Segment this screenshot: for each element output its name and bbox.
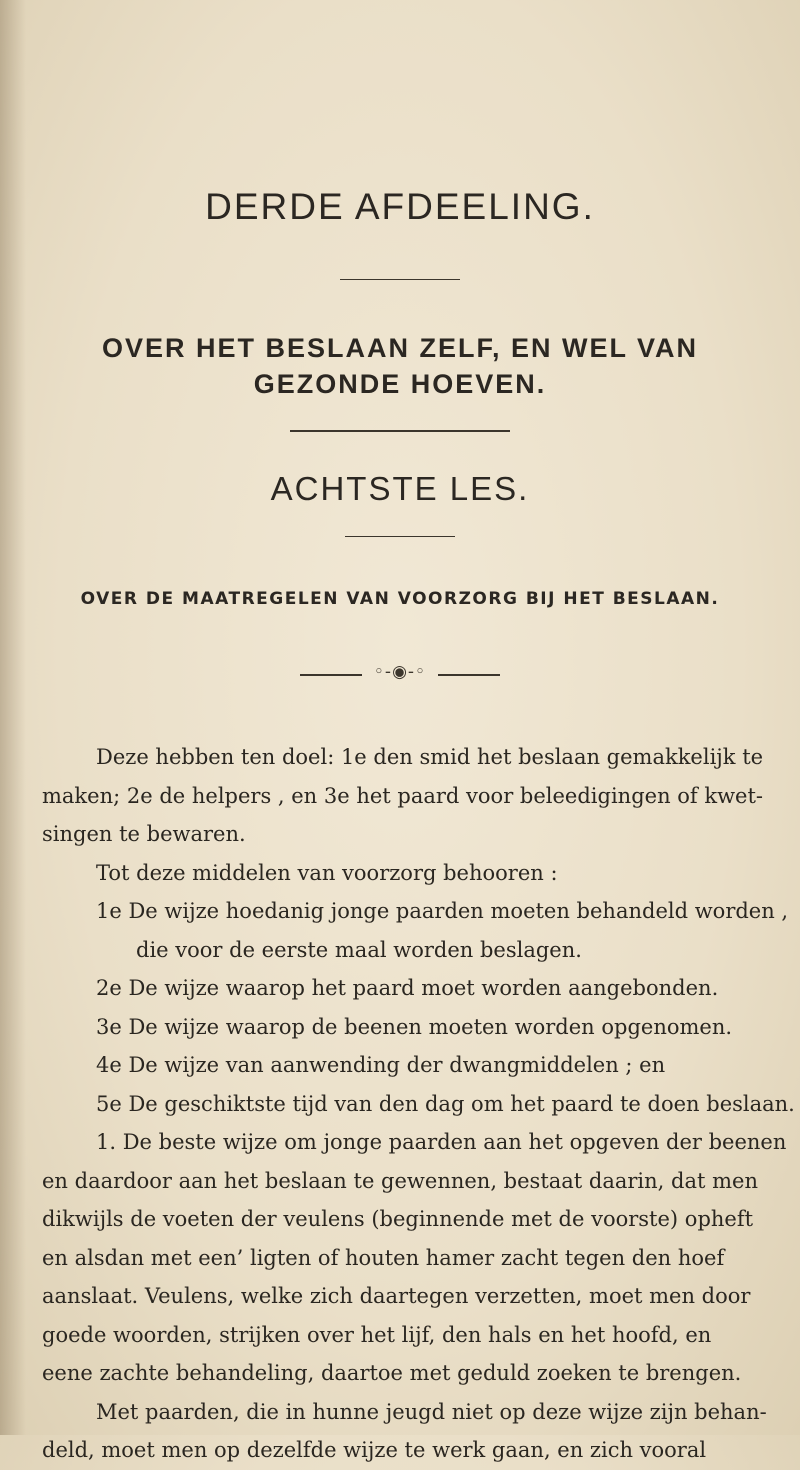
text-line: aanslaat. Veulens, welke zich daartegen verzetten, moet men door	[42, 1284, 751, 1308]
text-line: eene zachte behandeling, daartoe met geduld zoeken te brengen.	[42, 1361, 742, 1385]
section-title	[0, 330, 800, 402]
lesson-title: ACHTSTE LES.	[270, 470, 530, 507]
divider-rule-2	[290, 430, 510, 432]
text-line: dikwijls de voeten der veulens (beginnende met de voorste) opheft	[42, 1207, 754, 1231]
body-text	[42, 738, 795, 1470]
section-title-line-2: GEZONDE HOEVEN.	[253, 369, 547, 399]
text-line: Met paarden, die in hunne jeugd niet op deze wijze zijn behan-	[96, 1399, 767, 1424]
text-line: deld, moet men op dezelfde wijze te werk gaan, en zich vooral	[42, 1438, 707, 1462]
text-line: Tot deze middelen van voorzorg behooren :	[96, 860, 558, 885]
ornament-icon: ◦-◉-◦	[373, 662, 427, 682]
text-line: 1. De beste wijze om jonge paarden aan het opgeven der beenen	[96, 1130, 787, 1154]
ornament-divider	[300, 662, 500, 685]
text-line: Deze hebben ten doel: 1e den smid het beslaan gemakkelijk te	[96, 745, 764, 769]
text-line: maken; 2e de helpers , en 3e het paard voor beleedigingen of kwet-	[42, 783, 764, 808]
lesson-subtitle: OVER DE MAATREGELEN VAN VOORZORG BIJ HET BESLAAN.	[80, 589, 720, 609]
text-line: en daardoor aan het beslaan te gewennen, bestaat daarin, dat men	[42, 1168, 758, 1193]
divider-rule-3	[345, 536, 455, 537]
part-title: DERDE AFDEELING.	[205, 186, 595, 227]
ornament-line-right	[438, 674, 500, 676]
text-line: singen te bewaren.	[42, 822, 246, 846]
list-item: 5e De geschiktste tijd van den dag om het paard te doen beslaan.	[96, 1091, 795, 1116]
list-item: 4e De wijze van aanwending der dwangmiddelen ; en	[96, 1053, 666, 1077]
text-line: en alsdan met een’ ligten of houten hamer zacht tegen den hoef	[42, 1245, 725, 1270]
list-item-continuation: die voor de eerste maal worden beslagen.	[136, 937, 582, 962]
section-title-line-1: OVER HET BESLAAN ZELF, EN WEL VAN	[101, 333, 699, 363]
text-line: goede woorden, strijken over het lijf, den hals en het hoofd, en	[42, 1322, 712, 1347]
divider-rule-1	[340, 279, 460, 280]
ornament-line-left	[300, 674, 362, 676]
list-item: 2e De wijze waarop het paard moet worden aangebonden.	[96, 976, 719, 1000]
list-item: 3e De wijze waarop de beenen moeten worden opgenomen.	[96, 1014, 733, 1039]
list-item: 1e De wijze hoedanig jonge paarden moeten behandeld worden ,	[96, 899, 789, 923]
